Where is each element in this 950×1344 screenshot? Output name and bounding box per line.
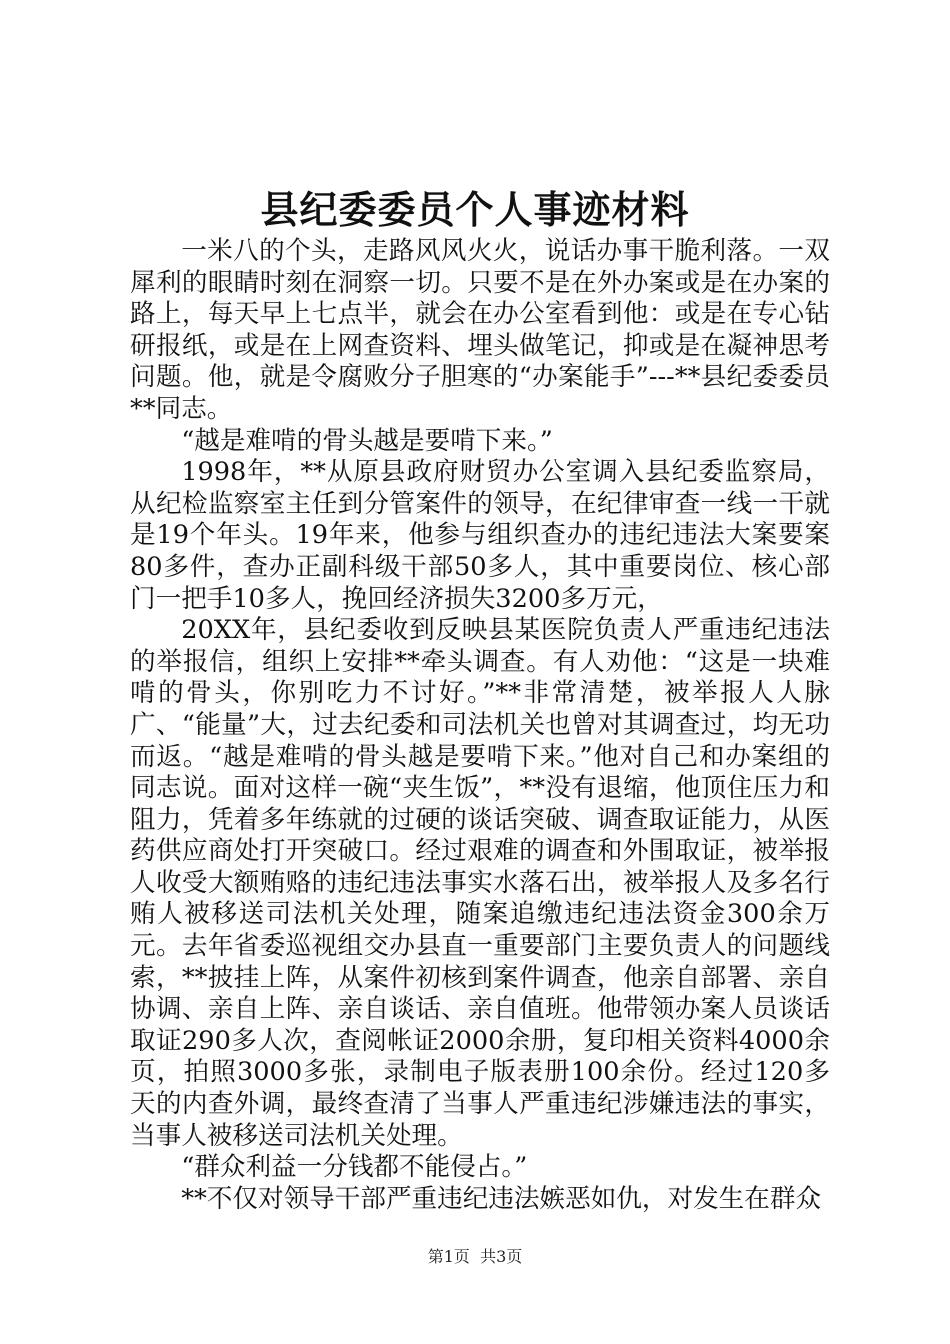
paragraph-career: 1998年，**从原县政府财贸办公室调入县纪委监察局，从纪检监察室主任到分管案件的领导，在纪律审查一线一干就是19个年头。19年来，他参与组织查办的违纪违法大案要案80多件，查办正副科级干部50多人，其中重要岗位、核心部门一把手10多人，挽回经济损失3200多万元，: [130, 457, 830, 614]
page-footer: [0, 1247, 950, 1267]
document-body: [130, 236, 830, 1215]
document-title: 县纪委委员个人事迹材料: [260, 188, 690, 232]
paragraph-heading-quote-2: “群众利益一分钱都不能侵占。”: [181, 1152, 528, 1183]
paragraph-intro: 一米八的个头，走路风风火火，说话办事干脆利落。一双犀利的眼睛时刻在洞察一切。只要不是在外办案或是在办案的路上，每天早上七点半，就会在办公室看到他：或是在专心钻研报纸，或是在上网查资料、埋头做笔记，抑或是在凝神思考问题。他，就是令腐败分子胆寒的“办案能手”---**县纪委委员**同志。: [130, 236, 830, 424]
page-number-label: 第1页 共3页: [427, 1247, 523, 1266]
paragraph-continued: **不仅对领导干部严重违纪违法嫉恶如仇，对发生在群众: [181, 1183, 822, 1214]
paragraph-case: 20XX年，县纪委收到反映县某医院负责人严重违纪违法的举报信，组织上安排**牵头调查。有人劝他：“这是一块难啃的骨头，你别吃力不讨好。”**非常清楚，被举报人人脉广、“能量”大，过去纪委和司法机关也曾对其调查过，均无功而返。“越是难啃的骨头越是要啃下来。”他对自己和办案组的同志说。面对这样一碗“夹生饭”，**没有退缩，他顶住压力和阻力，凭着多年练就的过硬的谈话突破、调查取证能力，从医药供应商处打开突破口。经过艰难的调查和外围取证，被举报人收受大额贿赂的违纪违法事实水落石出，被举报人及多名行贿人被移送司法机关处理，随案追缴违纪违法资金300余万元。去年省委巡视组交办县直一重要部门主要负责人的问题线索，**披挂上阵，从案件初核到案件调查，他亲自部署、亲自协调、亲自上阵、亲自谈话、亲自值班。他带领办案人员谈话取证290多人次，查阅帐证2000余册，复印相关资料4000余页，拍照3000多张，录制电子版表册100余份。经过120多天的内查外调，最终查清了当事人严重违纪涉嫌违法的事实，当事人被移送司法机关处理。: [130, 615, 830, 1151]
paragraph-heading-quote-1: “越是难啃的骨头越是要啃下来。”: [181, 425, 553, 456]
